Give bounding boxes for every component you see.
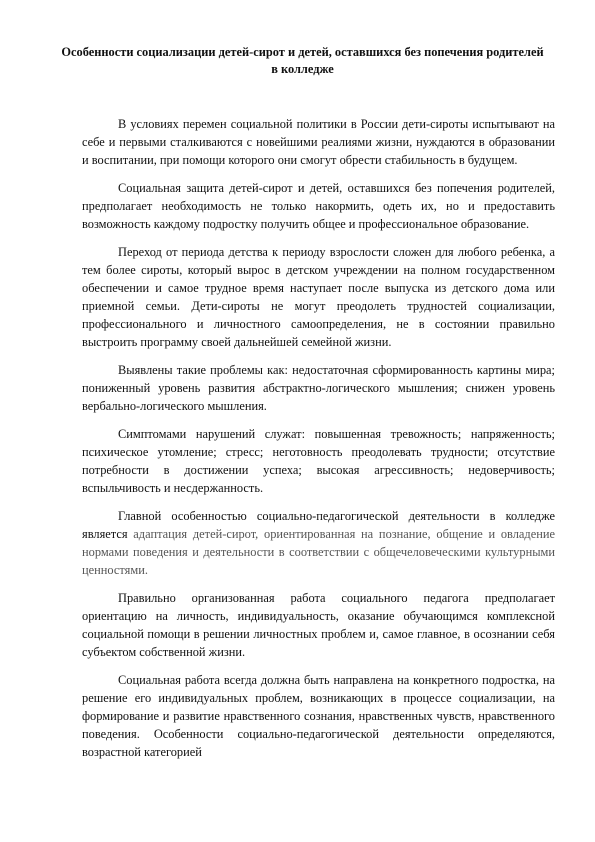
paragraph-6 — [82, 507, 555, 579]
document-title: Особенности социализации детей-сирот и детей, оставшихся без попечения родителей в колледже — [61, 45, 544, 76]
document-body — [82, 115, 555, 771]
paragraph-8: Социальная работа всегда должна быть направлена на конкретного подростка, на решение его индивидуальных проблем, возникающих в процессе социализации, на формирование и развитие нравственного сознания, нравственных чувств, нравственного поведения. Особенности социально-педагогической деятельности определяются, возрастной категорией — [82, 673, 555, 759]
paragraph-7: Правильно организованная работа социального педагога предполагает ориентацию на личность, индивидуальность, оказание обучающимся комплексной социальной помощи в решении личностных проблем и, самое главное, в осознании себя субъектом собственной жизни. — [82, 591, 555, 659]
paragraph-4: Выявлены такие проблемы как: недостаточная сформированность картины мира; пониженный уровень развития абстрактно-логического мышления; снижен уровень вербально-логического мышления. — [82, 363, 555, 413]
paragraph-3: Переход от периода детства к периоду взрослости сложен для любого ребенка, а тем более сироты, который вырос в детском учреждении на полном государственном обеспечении и самое трудное время наступает после выпуска из детского дома или приемной семьи. Дети-сироты не могут преодолеть трудностей социализации, профессионального и личностного самоопределения, не в состоянии правильно выстроить программу своей дальнейшей семейной жизни. — [82, 245, 555, 349]
paragraph-5: Симптомами нарушений служат: повышенная тревожность; напряженность; психическое утомление; стресс; неготовность преодолевать трудности; отсутствие потребности в достижении успеха; высокая агрессивность; недоверчивость; вспыльчивость и несдержанность. — [82, 427, 555, 495]
paragraph-6-part-1: Главной особенностью социально-педагогической деятельности в колледже является — [82, 509, 555, 541]
paragraph-6-part-2: адаптация детей-сирот, ориентированная на познание, общение и овладение нормами поведения и деятельности в соответствии с общечеловеческими культурными ценностями. — [82, 527, 555, 577]
paragraph-1: В условиях перемен социальной политики в России дети-сироты испытывают на себе и первыми сталкиваются с новейшими реалиями жизни, нуждаются в образовании и воспитании, при помощи которого они смогут обрести стабильность в будущем. — [82, 117, 555, 167]
paragraph-2: Социальная защита детей-сирот и детей, оставшихся без попечения родителей, предполагает необходимость не только накормить, одеть их, но и предоставить возможность каждому подростку получить общее и профессиональное образование. — [82, 181, 555, 231]
